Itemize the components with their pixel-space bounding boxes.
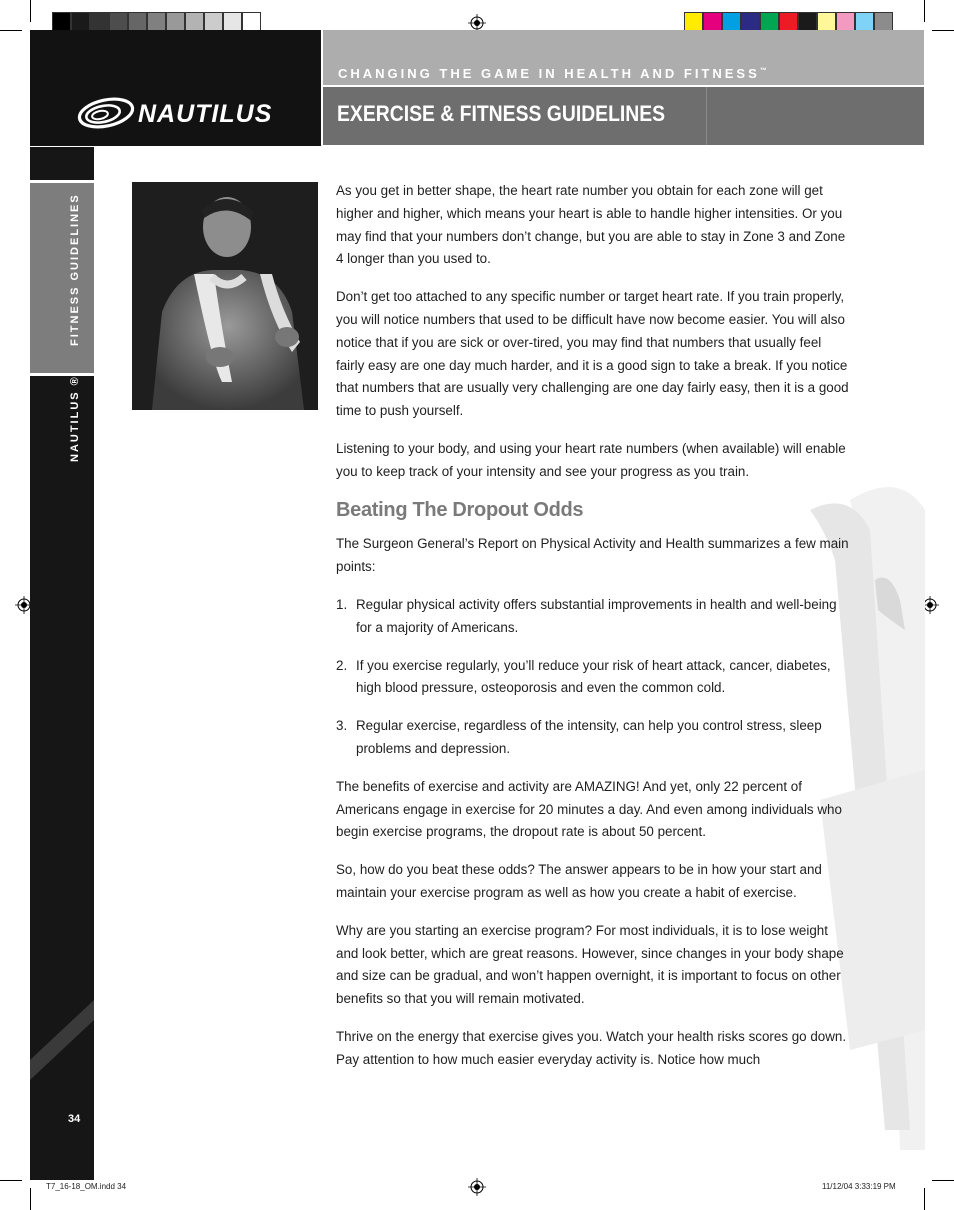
list-number: 1.	[336, 596, 348, 612]
body-paragraph: Don’t get too attached to any specific number or target heart rate. If you train properly, you will notice numbers that used to be difficult have now become easier. You will also notice that if you are sick or over-tired, you may find that numbers that usually feel fairly easy are one day much harder, and it is a good sign to take a break. If you notice that numbers that are usually very challenging are one day fairly easy, then it is a good time to push yourself.	[336, 289, 849, 419]
section-heading: Beating The Dropout Odds	[336, 498, 584, 521]
section-label-vertical: FITNESS GUIDELINES	[69, 193, 81, 346]
crop-mark	[30, 1188, 31, 1210]
crop-mark	[932, 30, 954, 31]
intro-section	[336, 180, 851, 484]
list-item-text: If you exercise regularly, you’ll reduce your risk of heart attack, cancer, diabetes, high blood pressure, osteoporosis and even the common cold.	[356, 657, 831, 696]
crop-mark	[0, 30, 22, 31]
swirl-logo-icon	[76, 91, 138, 135]
body-paragraph: Thrive on the energy that exercise gives you. Watch your health risks scores go down. Pay attention to how much easier everyday activity is. Notice how much	[336, 1028, 847, 1067]
list-number: 2.	[336, 657, 348, 673]
timestamp-slug: 11/12/04 3:33:19 PM	[822, 1182, 896, 1191]
article-body	[336, 180, 851, 1087]
trademark-symbol: ™	[759, 67, 767, 75]
list-item-text: Regular exercise, regardless of the intensity, can help you control stress, sleep problems and depression.	[356, 718, 822, 756]
page-title: EXERCISE & FITNESS GUIDELINES	[337, 101, 666, 126]
file-slug: T7_16-18_OM.indd 34	[46, 1182, 127, 1191]
list-item-text: Regular physical activity offers substantial improvements in health and well-being for a majority of Americans.	[356, 596, 837, 635]
tagline	[338, 66, 767, 81]
body-paragraph: As you get in better shape, the heart rate number you obtain for each zone will get higher and higher, which means your heart is able to handle higher intensities. Or you may find that your numbers don’t change, but you are able to stay in Zone 3 and Zone 4 longer than you used to.	[336, 183, 846, 267]
body-paragraph: The benefits of exercise and activity are AMAZING! And yet, only 22 percent of Americans engage in exercise for 20 minutes a day. And even among individuals who begin exercise programs, the dropout rate is about 50 percent.	[336, 778, 842, 840]
sidebar-divider	[30, 180, 94, 183]
body-paragraph: So, how do you beat these odds? The answer appears to be in how your start and maintain your exercise program as well as how you create a habit of exercise.	[336, 862, 822, 900]
list-item	[336, 655, 851, 701]
sidebar-stripe	[30, 1000, 94, 1100]
crop-mark	[924, 1188, 925, 1210]
list-number: 3.	[336, 718, 348, 734]
list-item	[336, 715, 851, 761]
page-number: 34	[68, 1113, 81, 1125]
key-points-list	[336, 594, 851, 761]
nautilus-logo	[76, 91, 316, 141]
sidebar-divider	[30, 373, 94, 376]
header-divider	[706, 87, 707, 145]
sidebar-section-tab	[30, 183, 94, 373]
body-paragraph: Listening to your body, and using your heart rate numbers (when available) will enable you to keep track of your intensity and see your progress as you train.	[336, 440, 846, 479]
crop-mark	[0, 1180, 22, 1181]
registration-mark-icon	[468, 1178, 486, 1196]
crop-mark	[924, 0, 925, 22]
brand-label-vertical: NAUTILUS ®	[69, 375, 81, 462]
tagline-text: CHANGING THE GAME IN HEALTH AND FITNESS	[338, 66, 760, 81]
crop-mark	[30, 0, 31, 22]
list-intro: The Surgeon General’s Report on Physical Activity and Health summarizes a few main points:	[336, 536, 849, 575]
brand-wordmark: NAUTILUS	[138, 100, 273, 128]
list-item	[336, 594, 851, 640]
man-with-towel-image	[132, 182, 318, 410]
crop-mark	[932, 1180, 954, 1181]
fitness-photo	[132, 182, 318, 410]
body-paragraph: Why are you starting an exercise program? For most individuals, it is to lose weight and look better, which are great reasons. However, since changes in your body shape and size can be gradual, and won’t happen overnight, it is important to focus on other benefits so that you will remain motivated.	[336, 922, 844, 1007]
